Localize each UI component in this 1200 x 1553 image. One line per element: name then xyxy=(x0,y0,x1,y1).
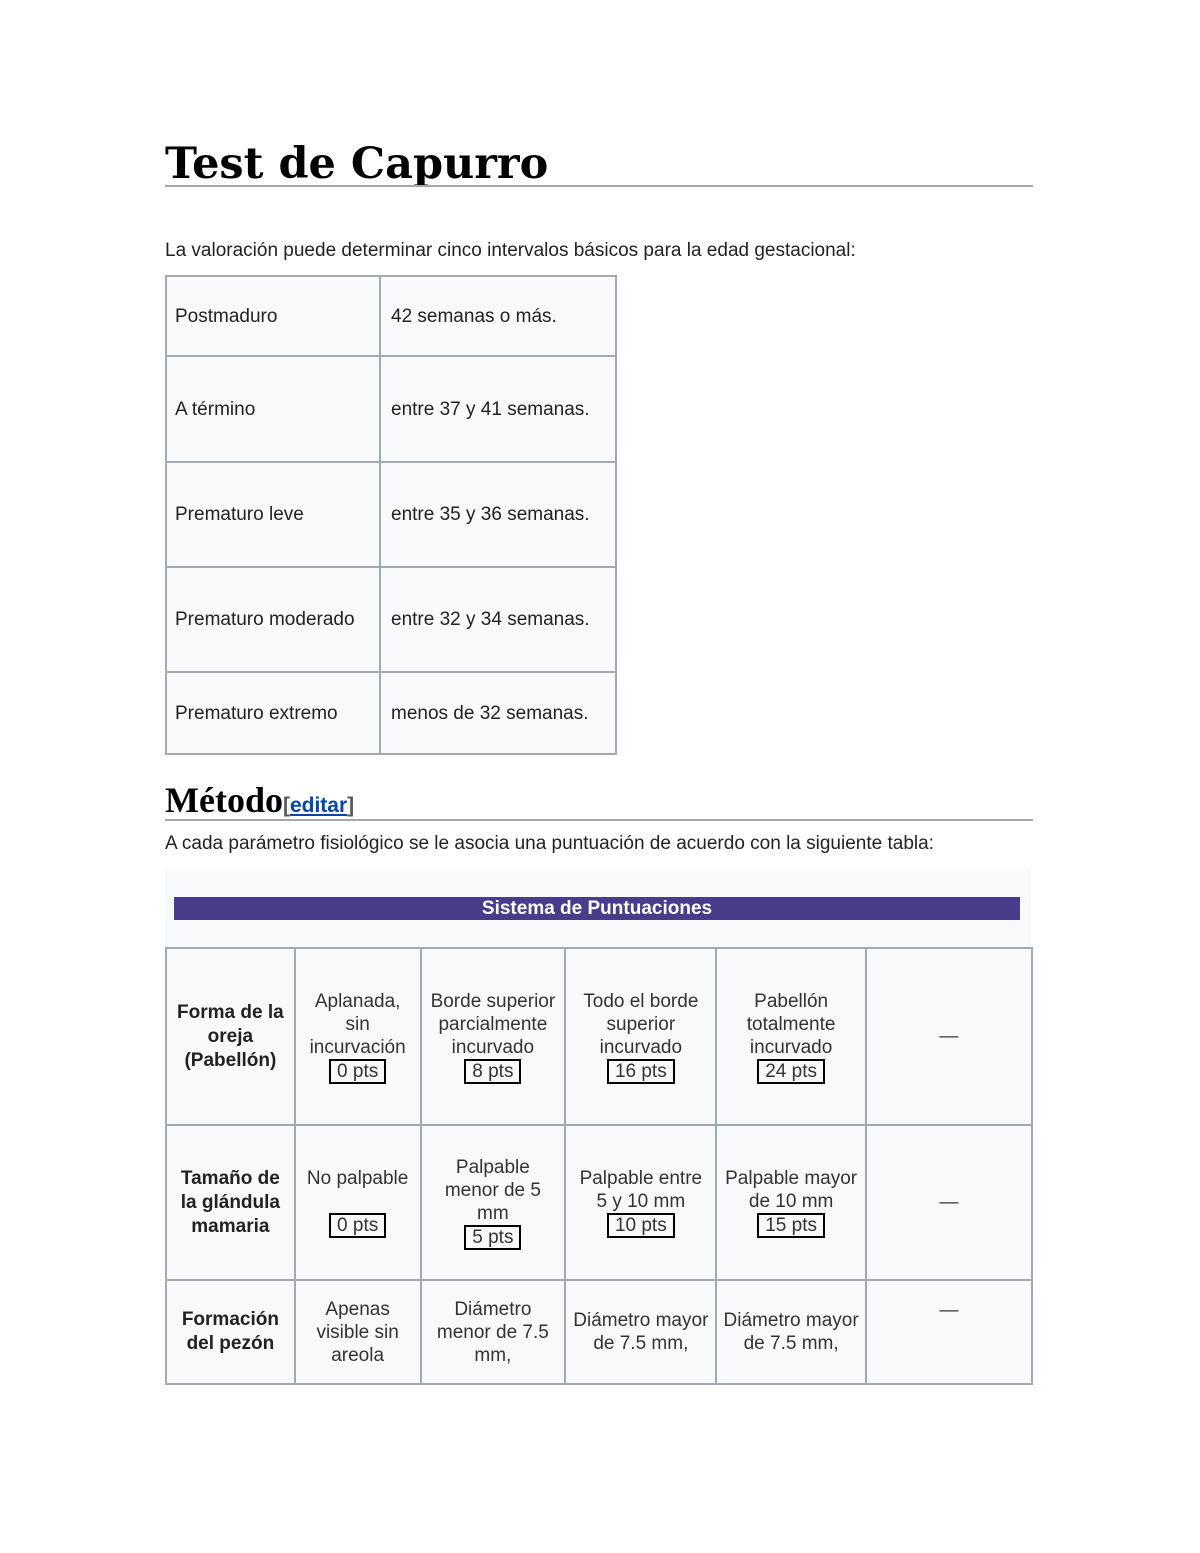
empty-score-cell: — xyxy=(866,1280,1032,1384)
score-table xyxy=(165,947,1033,1385)
row-header: Formación del pezón xyxy=(166,1280,295,1384)
row-header: Tamaño de la glándula mamaria xyxy=(166,1125,295,1280)
score-description: Palpable mayor de 10 mm xyxy=(725,1168,858,1212)
age-value: entre 32 y 34 semanas. xyxy=(380,567,616,672)
row-header: Forma de la oreja (Pabellón) xyxy=(166,948,295,1125)
points-badge: 0 pts xyxy=(329,1059,386,1084)
empty-score-cell: — xyxy=(866,1125,1032,1280)
points-badge: 24 pts xyxy=(757,1059,825,1084)
table-row xyxy=(166,1280,1032,1384)
points-badge: 16 pts xyxy=(607,1059,675,1084)
edit-section xyxy=(283,794,354,817)
table-row xyxy=(166,462,616,567)
score-cell xyxy=(421,1280,566,1384)
section-title: Método xyxy=(165,780,283,820)
points-badge: 5 pts xyxy=(464,1225,521,1250)
score-description: Diámetro mayor de 7.5 mm, xyxy=(573,1310,709,1354)
score-description: Palpable entre 5 y 10 mm xyxy=(579,1168,703,1212)
gestational-age-table xyxy=(165,275,617,755)
score-description: Aplanada, sin incurvación xyxy=(309,990,406,1058)
score-cell xyxy=(565,1280,716,1384)
table-row xyxy=(166,567,616,672)
intro-paragraph: La valoración puede determinar cinco intervalos básicos para la edad gestacional: xyxy=(165,240,856,261)
edit-bracket-close: ] xyxy=(347,794,355,817)
age-label: Prematuro extremo xyxy=(166,672,380,754)
score-cell xyxy=(716,1280,865,1384)
score-cell xyxy=(716,1125,865,1280)
table-row xyxy=(166,276,616,356)
score-description: Palpable menor de 5 mm xyxy=(444,1156,541,1224)
score-cell xyxy=(421,948,566,1125)
age-value: entre 35 y 36 semanas. xyxy=(380,462,616,567)
score-description: No palpable xyxy=(306,1168,409,1189)
score-cell xyxy=(295,1125,421,1280)
score-description: Apenas visible sin areola xyxy=(316,1298,399,1366)
lead-paragraph: A cada parámetro fisiológico se le asocia una puntuación de acuerdo con la siguiente tabla: xyxy=(165,833,934,854)
table-row xyxy=(166,1125,1032,1280)
score-cell xyxy=(421,1125,566,1280)
section-divider xyxy=(165,819,1033,821)
points-badge: 10 pts xyxy=(607,1213,675,1238)
age-value: 42 semanas o más. xyxy=(380,276,616,356)
score-cell xyxy=(295,948,421,1125)
edit-bracket-open: [ xyxy=(282,794,290,817)
points-badge: 15 pts xyxy=(757,1213,825,1238)
age-label: Prematuro leve xyxy=(166,462,380,567)
age-label: Prematuro moderado xyxy=(166,567,380,672)
empty-score-cell: — xyxy=(866,948,1032,1125)
edit-link[interactable]: editar xyxy=(289,794,348,817)
points-badge: 0 pts xyxy=(329,1213,386,1238)
score-table-caption xyxy=(165,869,1031,947)
table-row xyxy=(166,356,616,462)
age-label: Postmaduro xyxy=(166,276,380,356)
score-cell xyxy=(295,1280,421,1384)
score-cell xyxy=(716,948,865,1125)
points-badge: 8 pts xyxy=(464,1059,521,1084)
age-value: menos de 32 semanas. xyxy=(380,672,616,754)
score-description: Borde superior parcialmente incurvado xyxy=(430,990,556,1058)
score-description: Diámetro mayor de 7.5 mm, xyxy=(723,1310,859,1354)
table-row xyxy=(166,948,1032,1125)
age-value: entre 37 y 41 semanas. xyxy=(380,356,616,462)
score-description: Pabellón totalmente incurvado xyxy=(746,990,836,1058)
caption-title: Sistema de Puntuaciones xyxy=(174,897,1020,920)
score-description: Todo el borde superior incurvado xyxy=(583,990,699,1058)
score-cell xyxy=(565,948,716,1125)
score-description: Diámetro menor de 7.5 mm, xyxy=(436,1298,549,1366)
table-row xyxy=(166,672,616,754)
page-title: Test de Capurro xyxy=(165,139,549,189)
age-label: A término xyxy=(166,356,380,462)
score-cell xyxy=(565,1125,716,1280)
title-divider xyxy=(165,185,1033,187)
